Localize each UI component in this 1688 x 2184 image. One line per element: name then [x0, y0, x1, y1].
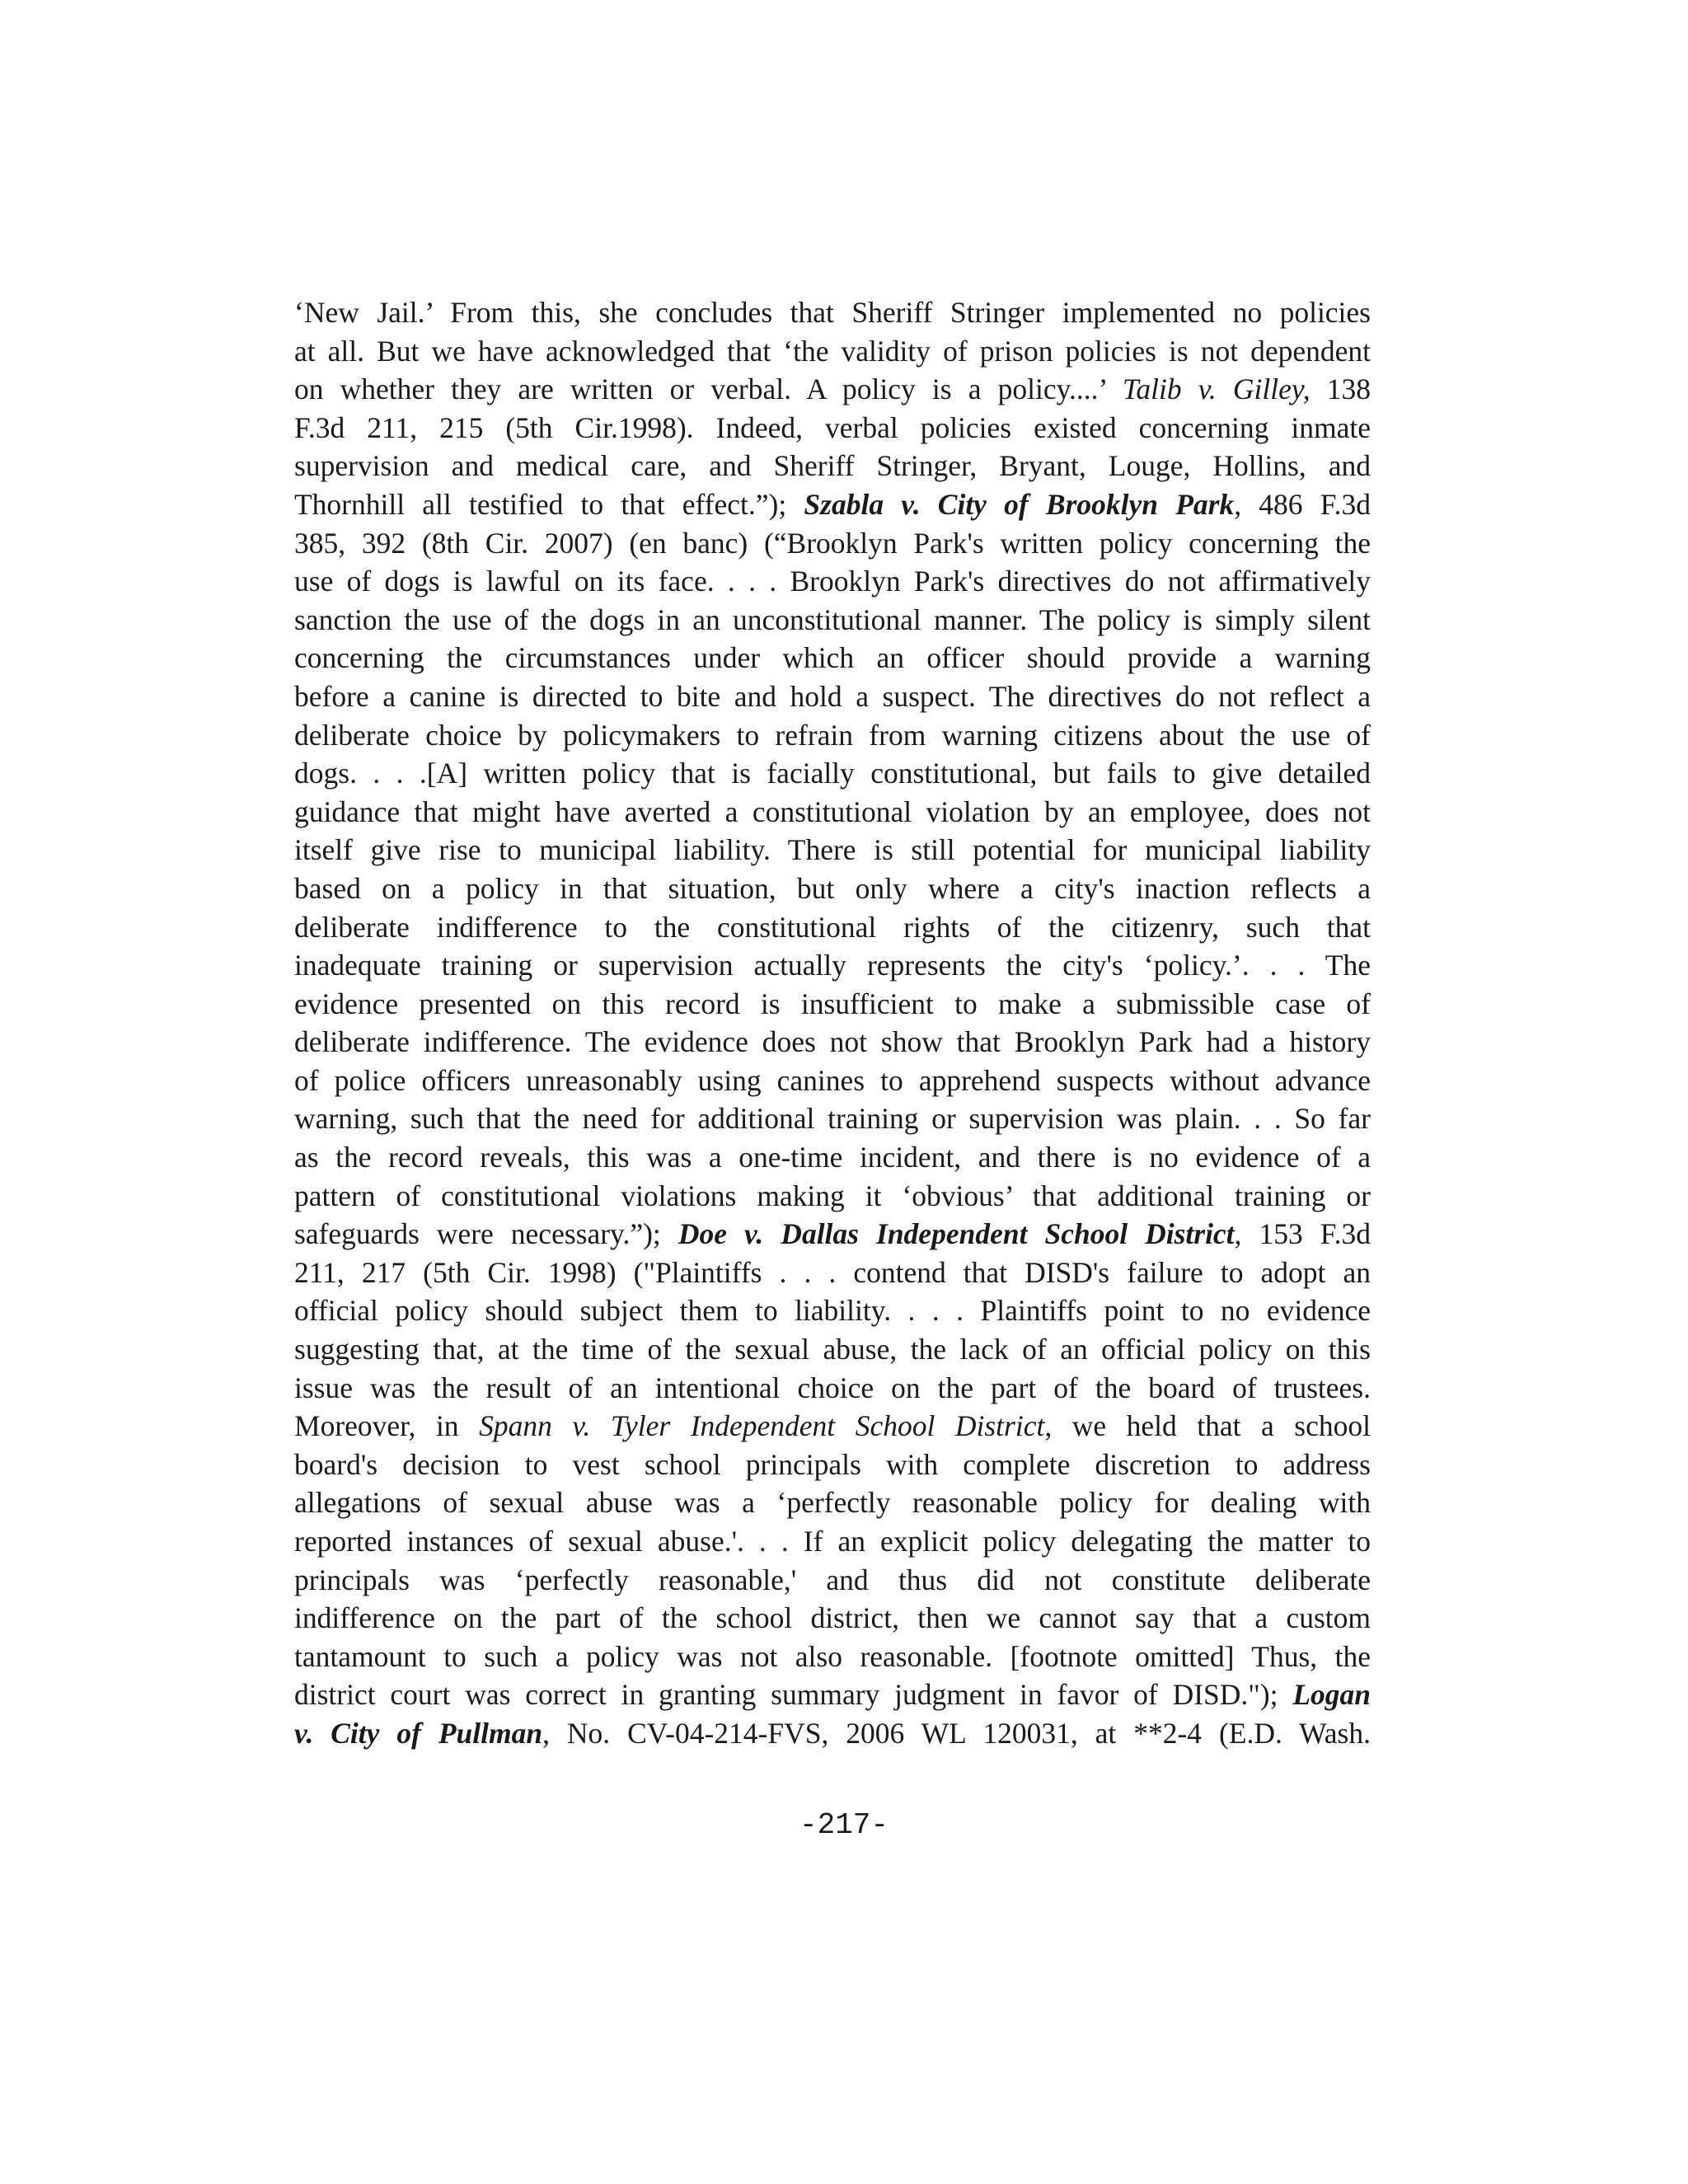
text-run: suggesting that, at the time of the sexual abuse, the lack of an official policy on this	[294, 1333, 1371, 1366]
text-line	[294, 1177, 1371, 1216]
text-line	[294, 1407, 1371, 1446]
case-citation: Szabla v. City of Brooklyn Park	[804, 487, 1235, 521]
text-run: dogs. . . .[A] written policy that is facially constitutional, but fails to give detailed	[294, 757, 1371, 790]
text-run: Moreover, in	[294, 1409, 480, 1443]
text-line	[294, 1215, 1371, 1254]
text-line	[294, 409, 1371, 448]
text-line	[294, 447, 1371, 485]
text-run: allegations of sexual abuse was a ‘perfectly reasonable policy for dealing with	[294, 1486, 1371, 1520]
text-line	[294, 946, 1371, 985]
text-line	[294, 1369, 1371, 1408]
text-line	[294, 332, 1371, 371]
text-run: official policy should subject them to liability. . . . Plaintiffs point to no evidence	[294, 1294, 1371, 1328]
text-run: supervision and medical care, and Sheriff Stringer, Bryant, Louge, Hollins, and	[294, 449, 1371, 483]
text-run: board's decision to vest school principals with complete discretion to address	[294, 1447, 1371, 1481]
text-line	[294, 716, 1371, 755]
text-line	[294, 1483, 1371, 1522]
text-run: deliberate indifference to the constitutional rights of the citizenry, such that	[294, 910, 1371, 944]
text-run: reported instances of sexual abuse.'. . . If an explicit policy delegating the matter to	[294, 1525, 1371, 1558]
text-line	[294, 1522, 1371, 1561]
text-run: 138	[1310, 373, 1371, 406]
case-citation: v. City of Pullman	[294, 1716, 543, 1750]
text-run: deliberate indifference. The evidence does not show that Brooklyn Park had a history	[294, 1025, 1371, 1059]
text-run: safeguards were necessary.”);	[294, 1217, 678, 1251]
text-line	[294, 1638, 1371, 1676]
case-citation-italic: Spann v. Tyler Independent School District	[479, 1409, 1045, 1443]
text-line	[294, 524, 1371, 563]
text-run: guidance that might have averted a constitutional violation by an employee, does not	[294, 794, 1371, 828]
text-run: indifference on the part of the school district, then we cannot say that a custom	[294, 1601, 1371, 1635]
text-run: deliberate choice by policymakers to refrain from warning citizens about the use of	[294, 718, 1371, 752]
text-line	[294, 831, 1371, 869]
case-citation: Doe v. Dallas Independent School District	[678, 1217, 1235, 1251]
text-line	[294, 985, 1371, 1024]
text-run: , 153 F.3d	[1234, 1217, 1371, 1251]
text-line	[294, 1675, 1371, 1714]
text-line	[294, 1062, 1371, 1100]
text-run: on whether they are written or verbal. A policy is a policy....’	[294, 373, 1123, 406]
text-line	[294, 908, 1371, 947]
text-line	[294, 1138, 1371, 1177]
page-number: -217-	[799, 1808, 889, 1842]
text-run: , No. CV-04-214-FVS, 2006 WL 120031, at **2-4 (E.D. Wash.	[542, 1716, 1371, 1750]
text-run: 211, 217 (5th Cir. 1998) ("Plaintiffs . . . contend that DISD's failure to adopt an	[294, 1255, 1371, 1289]
text-run: inadequate training or supervision actually represents the city's ‘policy.’. . . The	[294, 949, 1371, 982]
text-run: pattern of constitutional violations making it ‘obvious’ that additional training or	[294, 1179, 1371, 1212]
text-run: 385, 392 (8th Cir. 2007) (en banc) (“Brooklyn Park's written policy concerning the	[294, 526, 1371, 560]
text-line	[294, 793, 1371, 832]
text-line	[294, 1023, 1371, 1062]
text-run: evidence presented on this record is insufficient to make a submissible case of	[294, 987, 1371, 1020]
text-run: tantamount to such a policy was not also reasonable. [footnote omitted] Thus, the	[294, 1639, 1371, 1673]
text-run: as the record reveals, this was a one-time incident, and there is no evidence of a	[294, 1141, 1371, 1174]
body-paragraph	[294, 293, 1371, 1753]
case-citation: Logan	[1292, 1678, 1371, 1712]
text-run: concerning the circumstances under which an officer should provide a warning	[294, 641, 1371, 675]
text-run: Thornhill all testified to that effect.”);	[294, 487, 804, 521]
text-line	[294, 1561, 1371, 1600]
text-run: ‘New Jail.’ From this, she concludes that Sheriff Stringer implemented no policies	[294, 296, 1371, 329]
text-run: warning, such that the need for additional training or supervision was plain. . . So far	[294, 1102, 1371, 1136]
text-line	[294, 754, 1371, 793]
text-run: principals was ‘perfectly reasonable,' and thus did not constitute deliberate	[294, 1563, 1371, 1596]
text-line	[294, 1446, 1371, 1484]
text-line	[294, 677, 1371, 716]
case-citation-italic: Talib v. Gilley,	[1122, 373, 1311, 406]
text-line	[294, 639, 1371, 677]
text-run: district court was correct in granting summary judgment in favor of DISD.");	[294, 1678, 1293, 1712]
text-line	[294, 485, 1371, 524]
text-run: itself give rise to municipal liability. There is still potential for municipal liability	[294, 833, 1371, 867]
text-line	[294, 1099, 1371, 1138]
text-run: sanction the use of the dogs in an unconstitutional manner. The policy is simply silent	[294, 602, 1371, 636]
text-run: based on a policy in that situation, but only where a city's inaction reflects a	[294, 871, 1371, 905]
text-run: at all. But we have acknowledged that ‘the validity of prison policies is not dependent	[294, 334, 1371, 368]
text-line	[294, 869, 1371, 908]
text-line	[294, 1254, 1371, 1292]
text-run: , we held that a school	[1044, 1409, 1371, 1443]
text-run: F.3d 211, 215 (5th Cir.1998). Indeed, verbal policies existed concerning inmate	[294, 410, 1371, 444]
text-run: issue was the result of an intentional choice on the part of the board of trustees.	[294, 1371, 1371, 1404]
text-run: use of dogs is lawful on its face. . . . Brooklyn Park's directives do not affirmatively	[294, 565, 1371, 598]
text-line	[294, 370, 1371, 409]
text-line	[294, 293, 1371, 332]
text-line	[294, 1599, 1371, 1638]
text-line	[294, 1330, 1371, 1369]
text-run: , 486 F.3d	[1234, 487, 1372, 521]
text-line	[294, 1714, 1371, 1753]
text-line	[294, 562, 1371, 601]
text-line	[294, 601, 1371, 640]
text-run: of police officers unreasonably using canines to apprehend suspects without advance	[294, 1063, 1371, 1097]
text-run: before a canine is directed to bite and hold a suspect. The directives do not reflect a	[294, 679, 1371, 713]
text-line	[294, 1291, 1371, 1330]
